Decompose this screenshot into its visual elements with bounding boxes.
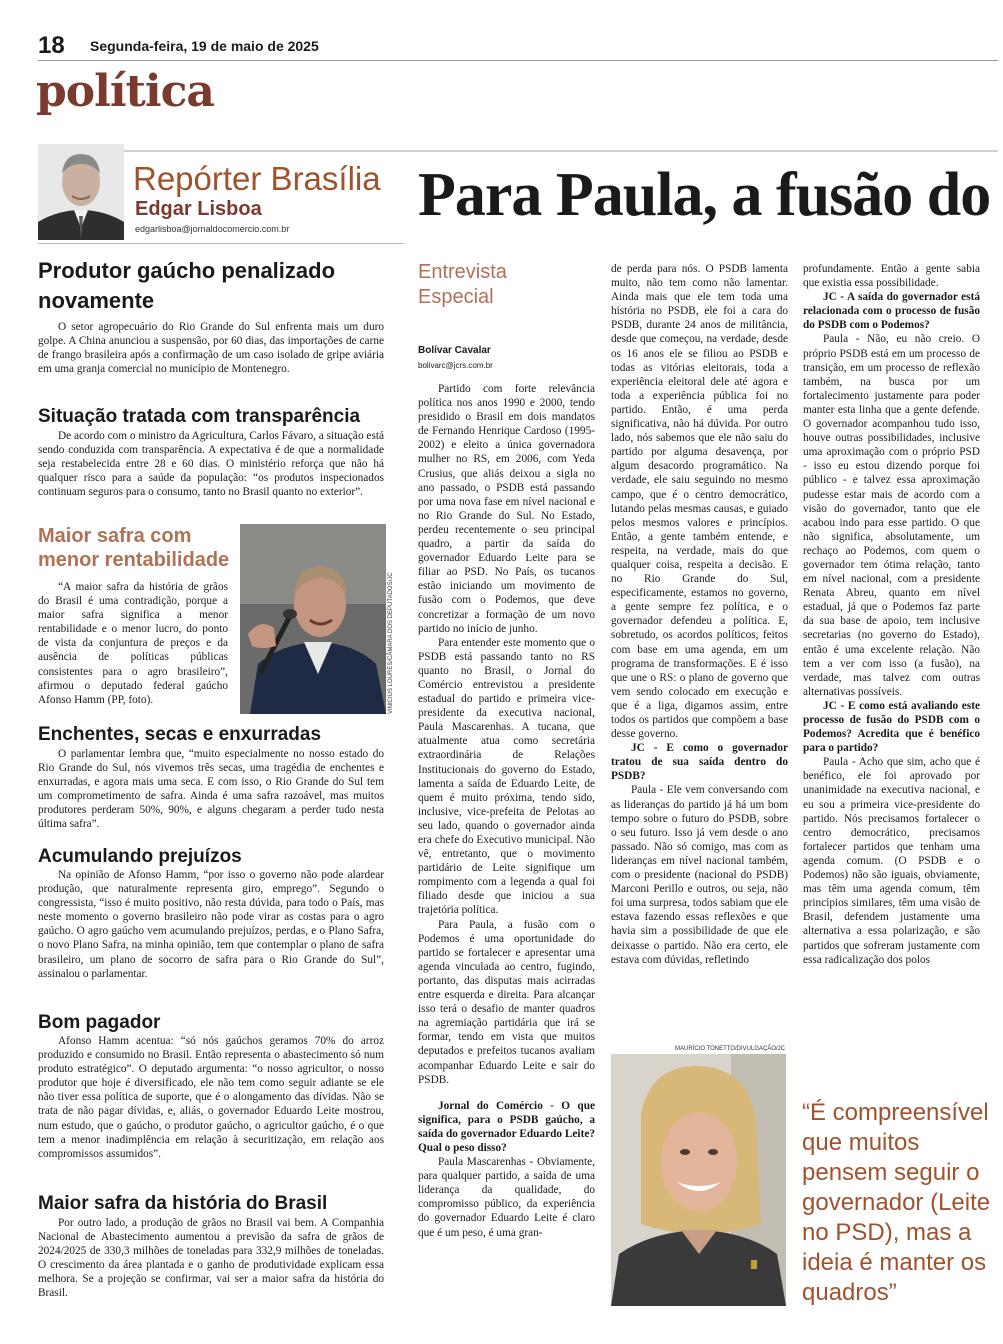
section-4-text: Na opinião de Afonso Hamm, “por isso o governo não pode alardear produção, que naturalmente representa giro, emprego”. Segundo o congressista, “isso é muito positivo, não resta dúvida, para todo o País, mas neste momento o governo brasileiro não pode virar as costas para o agro gaúcho. O agro gaúcho vem acumulando prejuízos, perdas, e o Plano Safra, o novo Plano Safra, na minha opinião, tem que contemplar o plano de safra brasileiro, um plano de socorro de safra para o Rio Grande do Sul”, assinalou o parlamentar. xyxy=(38,869,384,980)
section-2-body xyxy=(38,580,228,707)
page-number: 18 xyxy=(38,32,65,59)
paula-photo-credit: MAURÍCIO TONETTO/DIVULGAÇÃO/JC xyxy=(674,1046,785,1052)
header-rule xyxy=(38,60,998,61)
interview-col-3 xyxy=(803,262,980,967)
interview-col-2 xyxy=(611,262,788,967)
column-author: Edgar Lisboa xyxy=(135,198,262,220)
interview-question: Jornal do Comércio - O que significa, para o PSDB gaúcho, a saída do governador Eduardo Leite? Qual o peso disso? xyxy=(418,1099,595,1154)
section-5-title: Bom pagador xyxy=(38,1012,161,1033)
paula-photo xyxy=(611,1054,786,1306)
interview-paragraph: Para entender este momento que o PSDB está passando tanto no RS quanto no Brasil, o Jornal do Comércio entrevistou a presidente estadual do partido e primeira vice-presidente da executiva nacional, Paula Mascarenhas. A tucana, que atualmente atua como secretária extraordinária de Relações Institucionais do governo do Estado, lamenta a saída de Eduardo Leite, de quem é muito próxima, tendo sido, inclusive, vice-prefeita de Pelotas ao seu lado, quando o governador ainda era chefe do Executivo municipal. Não vê, entretanto, que o movimento partidário de Leite signifique um rompimento com a legenda a qual foi filiado desde que iniciou a sua trajetória política. xyxy=(418,636,595,917)
section-1-title: Situação tratada com transparência xyxy=(38,406,361,427)
deputy-photo-credit: VINICIUS LOURES/CÂMARA DOS DEPUTADOS/JC xyxy=(388,572,394,714)
column-rule xyxy=(38,243,404,244)
interview-paragraph: Para Paula, a fusão com o Podemos é uma oportunidade do partido se fortalecer e apresentar uma agenda vinculada ao centro, fugindo, portanto, das disputas mais acirradas entre esquerda e direita. Para alcançar isso terá o desafio de manter quadros na agremiação partidária que irá se formar, tendo em vista que muitos deputados e prefeitos tucanos avaliam acompanhar Eduardo Leite e sair do PSDB. xyxy=(418,918,595,1086)
deputy-photo xyxy=(240,524,386,714)
section-2-title: Maior safra com menor rentabilidade xyxy=(38,525,230,571)
column-email: edgarlisboa@jornaldocomercio.com.br xyxy=(135,224,290,234)
section-1-body xyxy=(38,429,384,499)
section-3-title: Enchentes, secas e enxurradas xyxy=(38,724,322,745)
column-intro-text: O setor agropecuário do Rio Grande do Sul enfrenta mais um duro golpe. A China anunciou a suspensão, por 60 dias, das importações de carne de frango brasileira após a confirmação de um caso isolado de gripe aviária em uma granja comercial no município de Montenegro. xyxy=(38,321,384,376)
columnist-portrait xyxy=(38,144,124,240)
section-3-text: O parlamentar lembra que, “muito especialmente no nosso estado do Rio Grande do Sul, nós vivemos três secas, uma tragédia de enchentes e enxurradas, e agora mais uma seca. E com isso, o Rio Grande do Sul tem um comprometimento de safra. Ainda é uma safra razoável, mas muitos produtores perderam 50%, 90%, e alguns chegaram a perder tudo nesta última safra”. xyxy=(38,748,384,831)
section-4-body xyxy=(38,868,384,981)
column-kicker: Repórter Brasília xyxy=(133,160,381,197)
pull-quote: “É compreensível que muitos pensem seguir o governador (Leite no PSD), mas a ideia é manter os quadros” xyxy=(802,1099,991,1306)
interview-byline-email: bolivarc@jcrs.com.br xyxy=(418,361,493,370)
interview-answer: profundamente. Então a gente sabia que existia essa possibilidade. xyxy=(803,263,980,290)
section-6-body xyxy=(38,1216,384,1301)
section-3-body xyxy=(38,747,384,832)
section-5-text: Afonso Hamm acentua: “só nós gaúchos geramos 70% do arroz produzido e consumido no Brasil. Então representa o abastecimento só num produto estratégico”. O deputado argumenta: “o nosso agricultor, o nosso produtor que hoje é diversificado, ele não tem como seguir adiante se ele não tiver essa política de suporte, que é o alongamento das dívidas. Não se trata de não pagar dívidas, e, aliás, o governador Eduardo Leite mostrou, num estudo, que o gaúcho, o produtor gaúcho, o agricultor gaúcho, é o que tem a menor inadimplência em relação à securitização, em relação aos compromissos assumidos”. xyxy=(38,1035,384,1160)
interview-headline: Para Paula, a fusão do xyxy=(418,161,991,229)
interview-answer: de perda para nós. O PSDB lamenta muito, não tem como não lamentar. Ainda mais que ele tem toda uma história no PSDB, ele foi a cara do PSDB, durante 24 anos de militância, desde que começou, na verdade, desde os 16 anos ele se filiou ao PSDB e todas as vitórias eleitorais, toda a experiência eleitoral dele até agora e toda a experiência pública foi no partido. Então, é uma perda significativa, não há dúvida. Por outro lado, nós sabemos que ele não saiu do partido por alguma desavença, por algum desacordo programático. Na verdade, ele saiu seguindo no mesmo campo, que é o centro democrático, lutando pelas mesmas causas, e guiado pelos mesmos valores e princípios. Então, a gente também entende, e respeita, na verdade, mais do que qualquer coisa, respeita a decisão. E no Rio Grande do Sul, especificamente, estamos no governo, a gente sempre fez política, e o governador defendeu a política. E, sobretudo, os acordos políticos, feitos com base em uma agenda, em um programa de transformações. E é isso que une o RS: o plano de governo que vem sendo colocado em execução e que é a liga, digamos assim, entre todos os partidos que compõem a base desse governo. xyxy=(611,263,788,741)
interview-answer: Paula - Acho que sim, acho que é benéfico, ele foi aprovado por unanimidade na executiva nacional, e eu sou a primeira vice-presidente do partido. Nós precisamos fortalecer o centro democrático, precisamos fortalecer partidos que tenham uma agenda comum. (O PSDB e o Podemos) não são iguais, obviamente, mas têm uma agenda comum, têm princípios similares, têm uma visão de Brasil, defendem justamente uma alternativa a essa polarização, e são partidos que sofreram justamente com essa radicalização dos polos xyxy=(803,756,980,966)
interview-kicker xyxy=(418,260,507,310)
interview-answer: Paula - Não, eu não creio. O próprio PSDB está em um processo de transição, em um processo de reflexão também, na busca por um fortalecimento justamente para poder manter esta linha que a gente defende. O governador acompanhou tudo isso, houve outras possibilidades, inclusive uma aproximação com o próprio PSD - isso eu estou dizendo porque foi público - e talvez essa aproximação pudesse estar mais de acordo com a visão do governador, tanto que ele acabou indo para esse partido. O que não significa, absolutamente, um rechaço ao Podemos, com quem o governador tem ótima relação, tanto em nível nacional, com a presidente Renata Abreu, quanto em nível estadual, já que o Podemos faz parte da sua base de apoio, tem inclusive secretarias (no governo do Estado), então é uma excelente relação. Não tem a ver com isso (a fusão), na verdade, mas talvez com outras alternativas possíveis. xyxy=(803,333,980,698)
interview-paragraph: Partido com forte relevância política nos anos 1990 e 2000, tendo presidido o Brasil em dois mandatos de Fernando Henrique Cardoso (1995-2002) e eleito a única governadora mulher no RS, em 2006, com Yeda Crusius, que aliás deixou a sigla no ano passado, o PSDB está passando por uma nova fase em nível nacional e no Rio Grande do Sul. No Estado, perdeu recentemente o seu principal quadro, a partir da saída do governador Eduardo Leite para se filiar ao PSD. No País, os tucanos estão iniciando um movimento de fusão com o Podemos, que deve concretizar a formação de um novo partido no início de junho. xyxy=(418,383,595,635)
page-date: Segunda-feira, 19 de maio de 2025 xyxy=(90,38,319,54)
interview-question: JC - A saída do governador está relacionada com o processo de fusão do PSDB com o Podemos? xyxy=(803,291,980,332)
interview-kicker-line-2: Especial xyxy=(418,286,494,308)
column-intro xyxy=(38,320,384,376)
interview-byline: Bolívar Cavalar xyxy=(418,345,491,356)
section-6-title: Maior safra da história do Brasil xyxy=(38,1193,328,1214)
interview-answer: Paula - Ele vem conversando com as lideranças do partido já há um bom tempo sobre o futuro do PSDB, sobre o seu futuro. Isso já vem desde o ano passado. Não só comigo, mas com as lideranças em nível nacional também, com o presidente (nacional do PSDB) Marconi Perillo e outros, ou seja, não foi uma surpresa, todos sabiam que ele estava fazendo essas reflexões e que havia sim a possibilidade de que ele deixasse o partido. Não era certo, ele estava com dúvidas, refletindo xyxy=(611,784,788,966)
interview-kicker-line-1: Entrevista xyxy=(418,261,507,283)
section-2-text: “A maior safra da história de grãos do Brasil é uma contradição, porque a maior safra significa a menor rentabilidade e o menor lucro, do ponto de vista da conjuntura de preços e da ausência de políticas públicas consistentes para o agro brasileiro”, afirmou o deputado federal gaúcho Afonso Hamm (PP, foto). xyxy=(38,581,228,706)
section-4-title: Acumulando prejuízos xyxy=(38,846,242,867)
section-6-text: Por outro lado, a produção de grãos no Brasil vai bem. A Companhia Nacional de Abastecimento aumentou a previsão da safra de grãos de 2024/2025 de 330,3 milhões de toneladas para 332,9 milhões de toneladas. O crescimento da área plantada e o ganho de produtividade explicam essa melhora. Se a projeção se confirmar, vai ser a maior safra da história do Brasil. xyxy=(38,1217,384,1300)
column-headline: Produtor gaúcho penalizado novamente xyxy=(38,258,336,313)
section-5-body xyxy=(38,1034,384,1161)
section-rule xyxy=(38,150,998,152)
interview-col-1 xyxy=(418,382,595,1240)
interview-answer: Paula Mascarenhas - Obviamente, para qualquer partido, a saída de uma liderança da qualidade, do compromisso público, da experiência do governador Eduardo Leite é claro que é um peso, é uma gran- xyxy=(418,1156,595,1239)
section-1-text: De acordo com o ministro da Agricultura, Carlos Fávaro, a situação está sendo conduzida com transparência. A expectativa é de que a normalidade seja restabelecida entre 28 e 60 dias. O ministério reforça que não há qualquer risco para a saúde da população: “os produtos inspecionados continuam seguros para o consumo, tanto no Brasil quanto no exterior”. xyxy=(38,430,384,499)
section-title: política xyxy=(36,66,214,117)
interview-question: JC - E como está avaliando este processo de fusão do PSDB com o Podemos? Acredita que é benéfico para o partido? xyxy=(803,699,980,755)
interview-question: JC - E como o governador tratou de sua saída dentro do PSDB? xyxy=(611,742,788,783)
